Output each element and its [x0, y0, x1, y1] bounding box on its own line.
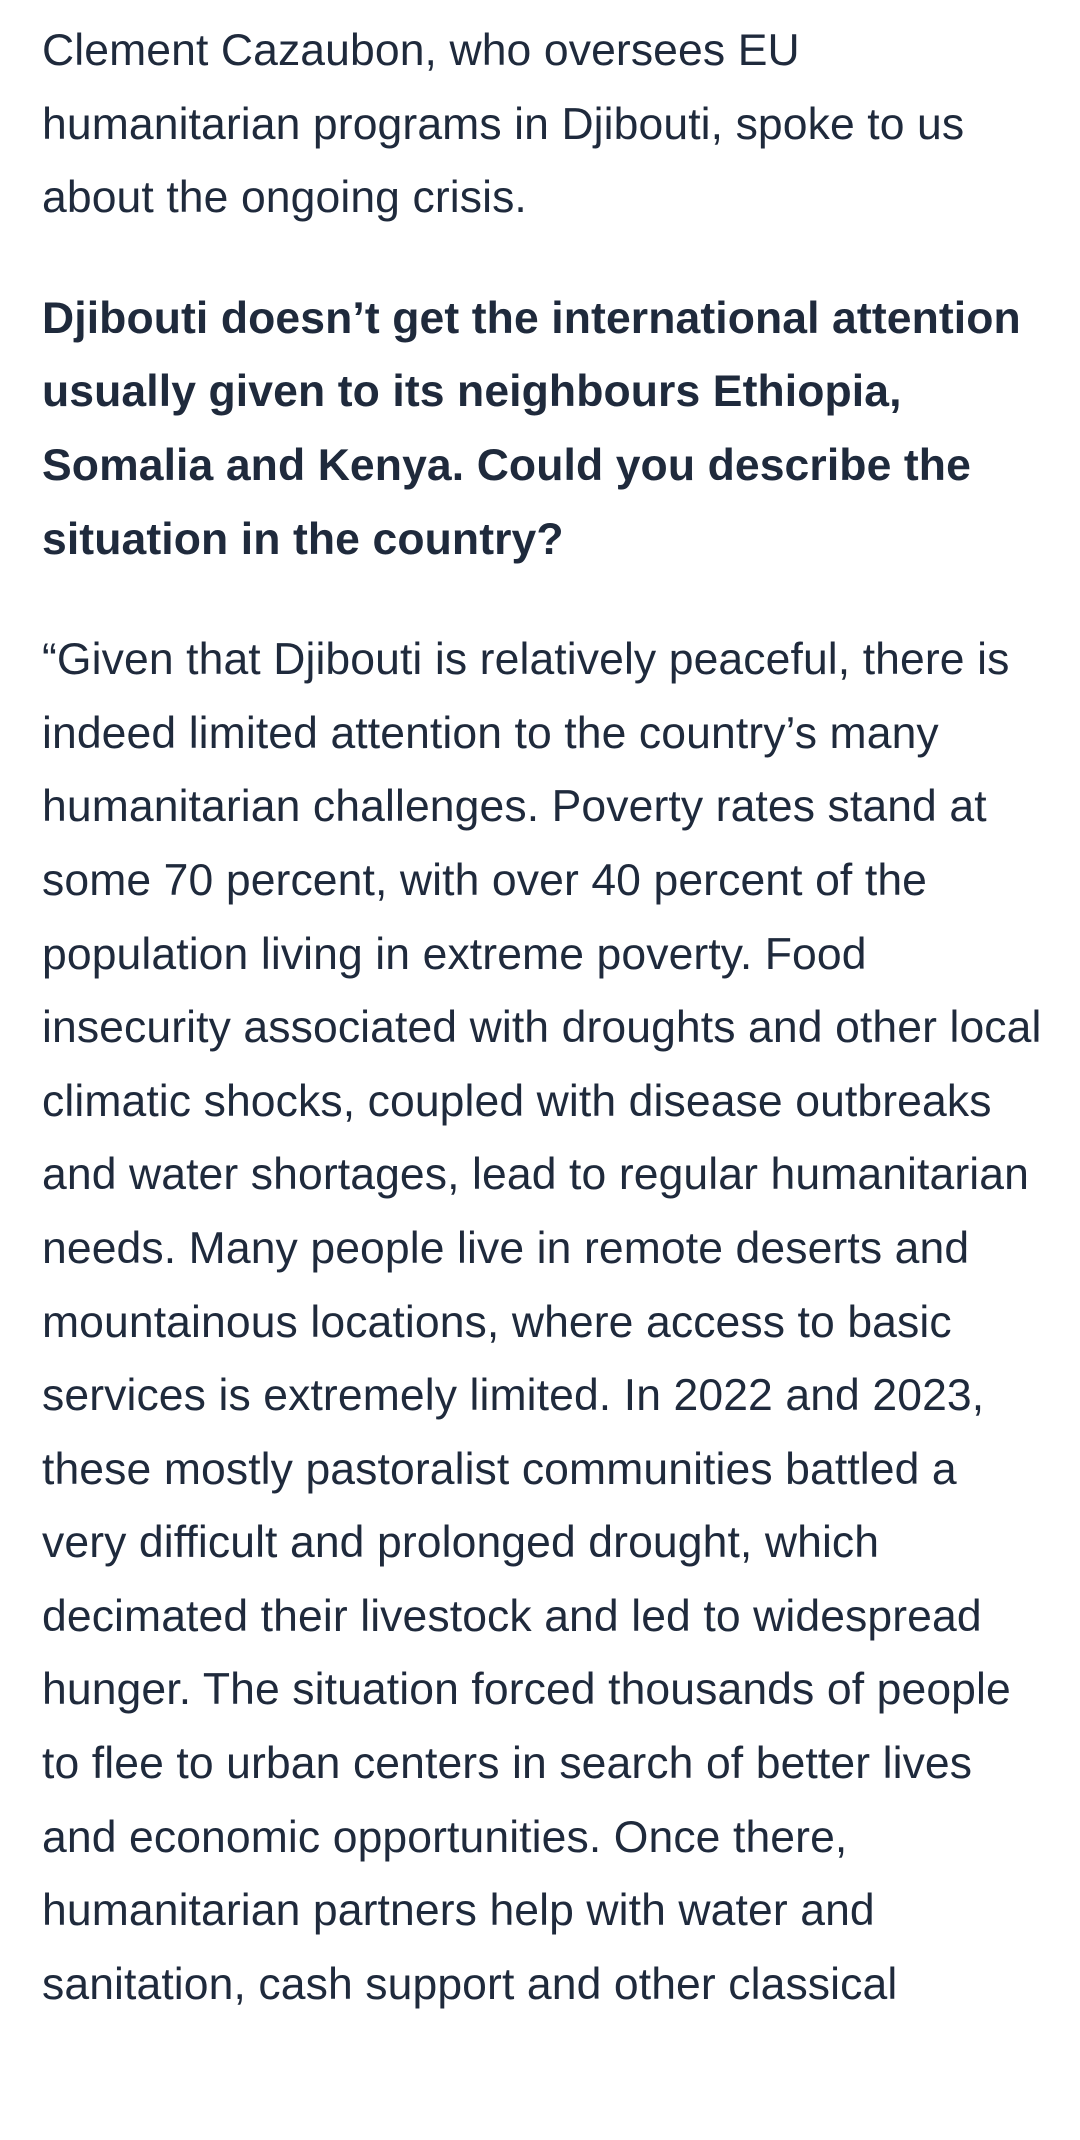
article-body [42, 14, 1042, 2021]
intro-paragraph: Clement Cazaubon, who oversees EU humanitarian programs in Djibouti, spoke to us about the ongoing crisis. [42, 26, 965, 223]
answer-paragraph: “Given that Djibouti is relatively peaceful, there is indeed limited attention to the country’s many humanitarian challenges. Poverty rates stand at some 70 percent, with over 40 percent of the population living in extreme poverty. Food insecurity associated with droughts and other local climatic shocks, coupled with disease outbreaks and water shortages, lead to regular humanitarian needs. Many people live in remote deserts and mountainous locations, where access to basic services is extremely limited. In 2022 and 2023, these mostly pastoralist communities battled a very difficult and prolonged drought, which decimated their livestock and led to widespread hunger. The situation forced thousands of people to flee to urban centers in search of better lives and economic opportunities. Once there, humanitarian partners help with water and sanitation, cash support and other classical [42, 635, 1042, 2009]
interview-question: Djibouti doesn’t get the international attention usually given to its neighbours Ethiopia, Somalia and Kenya. Could you describe the situation in the country? [42, 293, 1021, 564]
